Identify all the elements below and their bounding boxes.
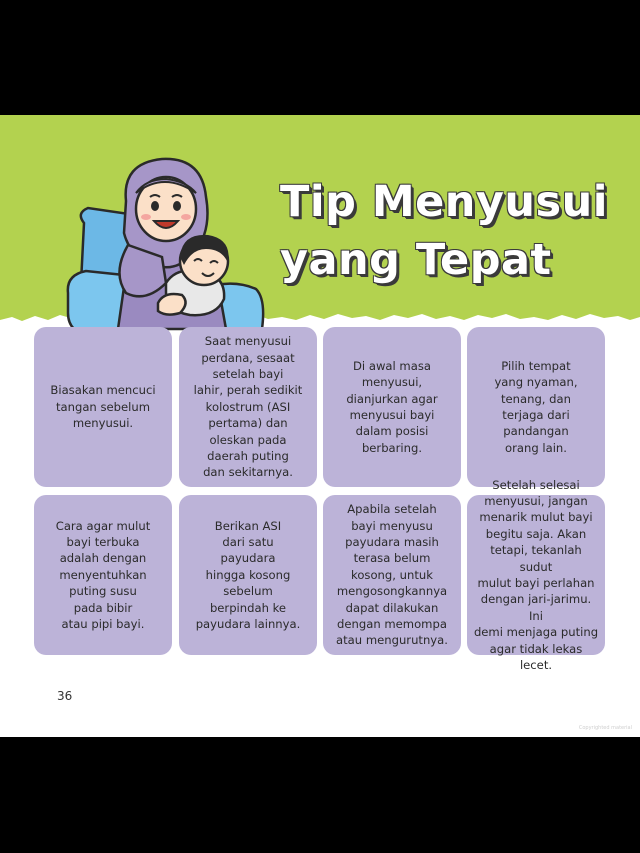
mother-breastfeeding-baby-illustration: [66, 153, 276, 331]
tip-card: [323, 327, 461, 487]
tip-card: [467, 327, 605, 487]
tip-card: [34, 495, 172, 655]
tip-text: Saat menyusui perdana, sesaat setelah bayi lahir, perah sedikit kolostrum (ASI pertama) dan oleskan pada daerah puting dan sekitarnya.: [193, 334, 303, 480]
tip-card: [179, 327, 317, 487]
tip-card: [179, 495, 317, 655]
tip-text: Pilih tempat yang nyaman, tenang, dan terjaga dari pandangan orang lain.: [494, 358, 578, 455]
tip-card: [34, 327, 172, 487]
tip-text: Biasakan mencuci tangan sebelum menyusui.: [50, 383, 156, 431]
page-number: 36: [57, 689, 73, 703]
watermark: Copyrighted material: [578, 725, 632, 731]
tip-text: Di awal masa menyusui, dianjurkan agar menyusui bayi dalam posisi berbaring.: [346, 358, 438, 455]
tip-text: Cara agar mulut bayi terbuka adalah dengan menyentuhkan puting susu pada bibir atau pipi bayi.: [55, 518, 151, 632]
title-line-1: Tip Menyusui: [280, 177, 608, 227]
book-page: [0, 115, 640, 737]
tips-grid: [34, 327, 606, 673]
tip-text: Berikan ASI dari satu payudara hingga kosong sebelum berpindah ke payudara lainnya.: [195, 518, 301, 632]
tip-text: Apabila setelah bayi menyusu payudara masih terasa belum kosong, untuk mengosongkannya dapat dilakukan dengan memompa atau mengurutnya.: [336, 502, 448, 648]
tip-card: [467, 477, 605, 673]
tip-card: [323, 495, 461, 655]
title-line-2: yang Tepat: [280, 235, 552, 285]
tip-text: Setelah selesai menyusui, jangan menarik mulut bayi begitu saja. Akan tetapi, tekanlah sudut mulut bayi perlahan dengan jari-jarimu. Ini demi menjaga puting agar tidak lekas lecet.: [473, 477, 599, 673]
